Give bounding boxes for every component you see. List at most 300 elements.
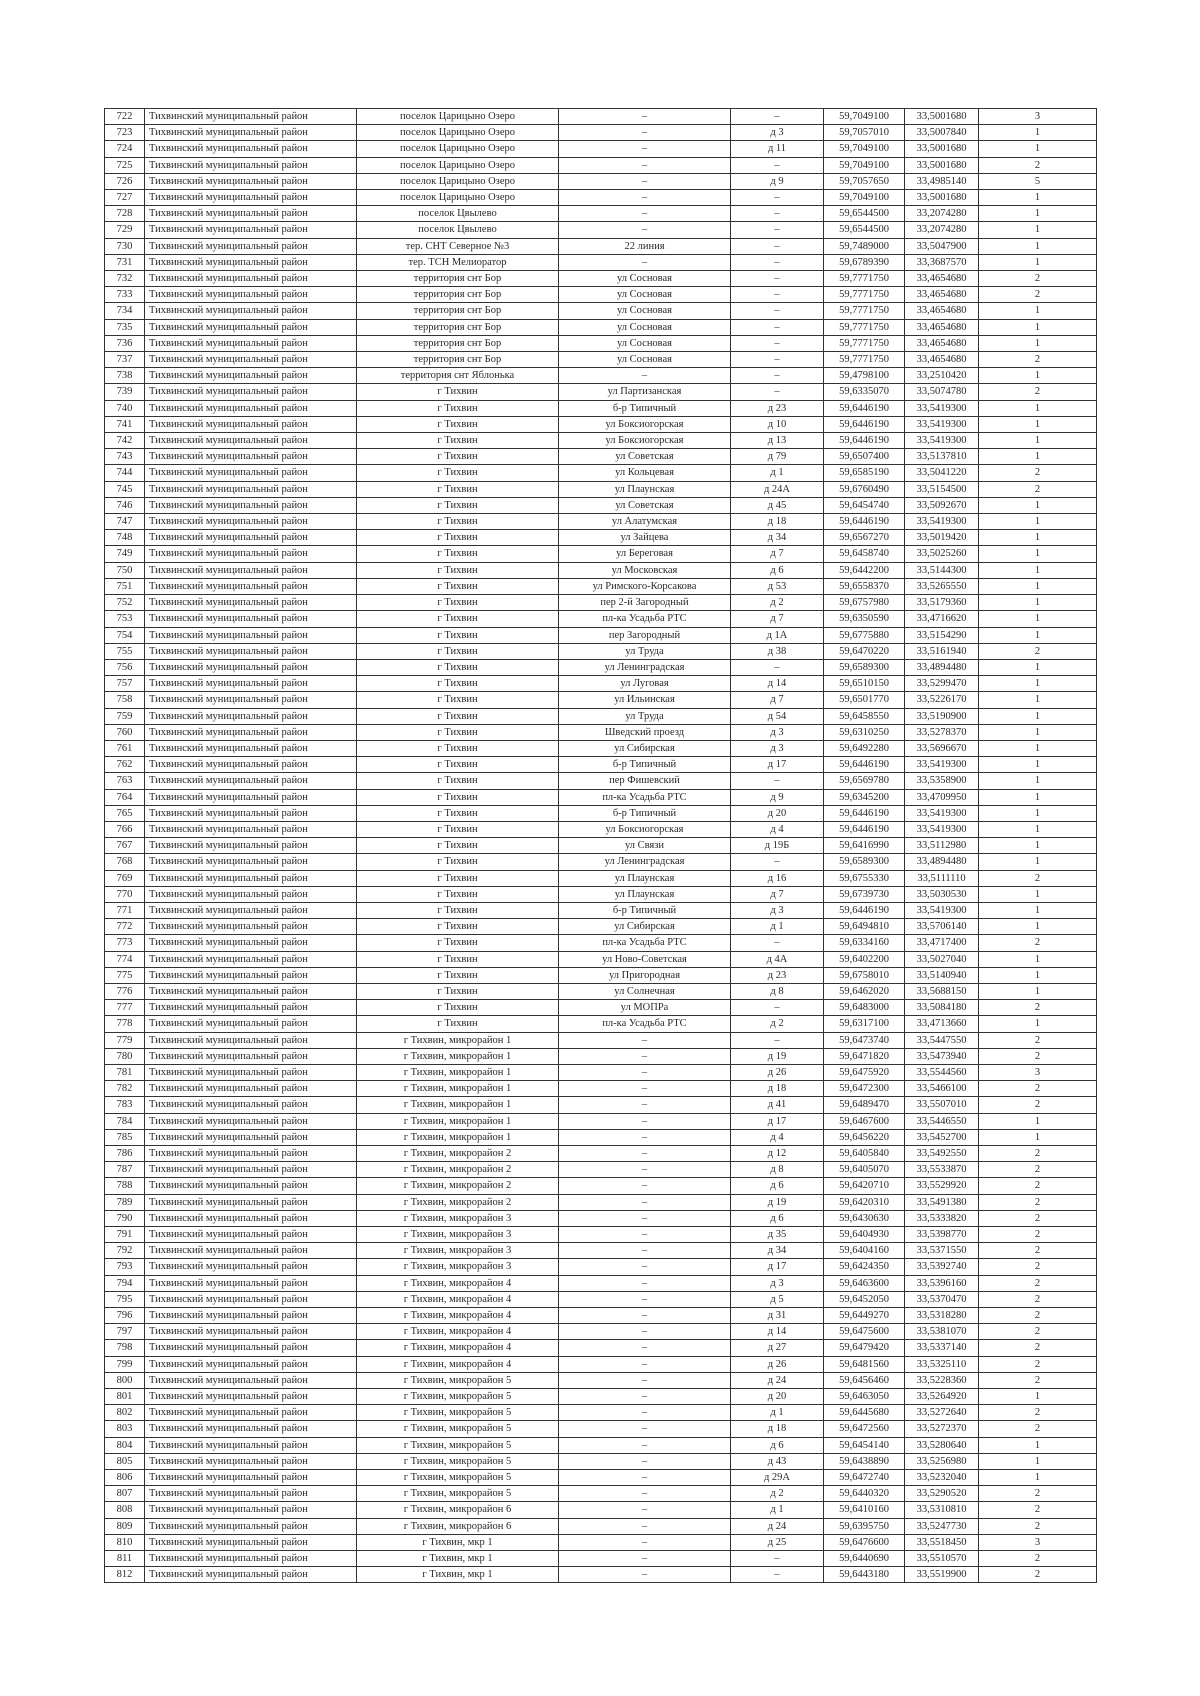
district-cell: Тихвинский муниципальный район	[145, 1486, 357, 1502]
table-row	[105, 1470, 1097, 1486]
settlement-cell: г Тихвин	[357, 497, 559, 513]
district-cell: Тихвинский муниципальный район	[145, 514, 357, 530]
settlement-cell: г Тихвин	[357, 643, 559, 659]
settlement-cell: г Тихвин	[357, 805, 559, 821]
count-cell: 1	[979, 1016, 1097, 1032]
settlement-cell: г Тихвин	[357, 983, 559, 999]
street-cell: пер Фишевский	[559, 773, 731, 789]
house-cell: –	[731, 238, 824, 254]
longitude-cell: 33,5392740	[905, 1259, 979, 1275]
longitude-cell: 33,5370470	[905, 1291, 979, 1307]
district-cell: Тихвинский муниципальный район	[145, 416, 357, 432]
longitude-cell: 33,5154290	[905, 627, 979, 643]
longitude-cell: 33,2510420	[905, 368, 979, 384]
row-number-cell: 775	[105, 967, 145, 983]
settlement-cell: г Тихвин	[357, 757, 559, 773]
street-cell: ул Плаунская	[559, 870, 731, 886]
count-cell: 3	[979, 109, 1097, 125]
house-cell: д 19	[731, 1194, 824, 1210]
district-cell: Тихвинский муниципальный район	[145, 676, 357, 692]
longitude-cell: 33,5154500	[905, 481, 979, 497]
longitude-cell: 33,5030530	[905, 886, 979, 902]
district-cell: Тихвинский муниципальный район	[145, 1178, 357, 1194]
settlement-cell: г Тихвин, микрорайон 6	[357, 1502, 559, 1518]
latitude-cell: 59,6472300	[824, 1081, 905, 1097]
latitude-cell: 59,6589300	[824, 854, 905, 870]
settlement-cell: г Тихвин, микрорайон 1	[357, 1048, 559, 1064]
longitude-cell: 33,5446550	[905, 1113, 979, 1129]
latitude-cell: 59,6494810	[824, 919, 905, 935]
count-cell: 1	[979, 190, 1097, 206]
row-number-cell: 747	[105, 514, 145, 530]
table-row	[105, 287, 1097, 303]
street-cell: ул Плаунская	[559, 886, 731, 902]
longitude-cell: 33,2074280	[905, 222, 979, 238]
latitude-cell: 59,6452050	[824, 1291, 905, 1307]
street-cell: ул Зайцева	[559, 530, 731, 546]
count-cell: 2	[979, 157, 1097, 173]
street-cell: –	[559, 1405, 731, 1421]
longitude-cell: 33,5318280	[905, 1308, 979, 1324]
settlement-cell: г Тихвин	[357, 481, 559, 497]
street-cell: –	[559, 190, 731, 206]
table-row	[105, 157, 1097, 173]
registry-table-sheet	[104, 108, 1096, 1583]
row-number-cell: 790	[105, 1210, 145, 1226]
latitude-cell: 59,6472740	[824, 1470, 905, 1486]
latitude-cell: 59,6440690	[824, 1551, 905, 1567]
settlement-cell: г Тихвин, микрорайон 3	[357, 1243, 559, 1259]
settlement-cell: г Тихвин, микрорайон 5	[357, 1405, 559, 1421]
table-row	[105, 562, 1097, 578]
row-number-cell: 767	[105, 838, 145, 854]
count-cell: 1	[979, 1470, 1097, 1486]
longitude-cell: 33,5001680	[905, 157, 979, 173]
latitude-cell: 59,6476600	[824, 1534, 905, 1550]
settlement-cell: г Тихвин, микрорайон 1	[357, 1032, 559, 1048]
row-number-cell: 751	[105, 578, 145, 594]
count-cell: 1	[979, 1113, 1097, 1129]
settlement-cell: г Тихвин, микрорайон 6	[357, 1518, 559, 1534]
longitude-cell: 33,5264920	[905, 1389, 979, 1405]
district-cell: Тихвинский муниципальный район	[145, 1048, 357, 1064]
house-cell: д 1А	[731, 627, 824, 643]
settlement-cell: г Тихвин	[357, 595, 559, 611]
row-number-cell: 805	[105, 1453, 145, 1469]
street-cell: б-р Типичный	[559, 400, 731, 416]
settlement-cell: г Тихвин	[357, 1000, 559, 1016]
row-number-cell: 801	[105, 1389, 145, 1405]
district-cell: Тихвинский муниципальный район	[145, 838, 357, 854]
street-cell: ул Луговая	[559, 676, 731, 692]
district-cell: Тихвинский муниципальный район	[145, 627, 357, 643]
count-cell: 2	[979, 1291, 1097, 1307]
latitude-cell: 59,6440320	[824, 1486, 905, 1502]
longitude-cell: 33,5419300	[905, 400, 979, 416]
district-cell: Тихвинский муниципальный район	[145, 1275, 357, 1291]
settlement-cell: г Тихвин, микрорайон 5	[357, 1372, 559, 1388]
latitude-cell: 59,6317100	[824, 1016, 905, 1032]
district-cell: Тихвинский муниципальный район	[145, 254, 357, 270]
longitude-cell: 33,5226170	[905, 692, 979, 708]
house-cell: д 17	[731, 1113, 824, 1129]
latitude-cell: 59,6475600	[824, 1324, 905, 1340]
district-cell: Тихвинский муниципальный район	[145, 659, 357, 675]
street-cell: ул Береговая	[559, 546, 731, 562]
row-number-cell: 733	[105, 287, 145, 303]
district-cell: Тихвинский муниципальный район	[145, 1129, 357, 1145]
street-cell: ул Сибирская	[559, 919, 731, 935]
house-cell: –	[731, 222, 824, 238]
latitude-cell: 59,6446190	[824, 400, 905, 416]
row-number-cell: 731	[105, 254, 145, 270]
street-cell: –	[559, 1227, 731, 1243]
table-row	[105, 222, 1097, 238]
settlement-cell: г Тихвин, микрорайон 2	[357, 1194, 559, 1210]
latitude-cell: 59,6456220	[824, 1129, 905, 1145]
house-cell: д 13	[731, 433, 824, 449]
house-cell: д 79	[731, 449, 824, 465]
district-cell: Тихвинский муниципальный район	[145, 919, 357, 935]
row-number-cell: 772	[105, 919, 145, 935]
longitude-cell: 33,5278370	[905, 724, 979, 740]
settlement-cell: г Тихвин, мкр 1	[357, 1567, 559, 1583]
settlement-cell: г Тихвин, микрорайон 5	[357, 1453, 559, 1469]
house-cell: д 26	[731, 1064, 824, 1080]
district-cell: Тихвинский муниципальный район	[145, 578, 357, 594]
table-row	[105, 1259, 1097, 1275]
settlement-cell: г Тихвин	[357, 449, 559, 465]
row-number-cell: 795	[105, 1291, 145, 1307]
longitude-cell: 33,5519900	[905, 1567, 979, 1583]
longitude-cell: 33,5419300	[905, 821, 979, 837]
count-cell: 2	[979, 1000, 1097, 1016]
longitude-cell: 33,5228360	[905, 1372, 979, 1388]
table-row	[105, 1372, 1097, 1388]
table-row	[105, 902, 1097, 918]
settlement-cell: г Тихвин	[357, 789, 559, 805]
house-cell: д 8	[731, 983, 824, 999]
count-cell: 1	[979, 530, 1097, 546]
latitude-cell: 59,7489000	[824, 238, 905, 254]
longitude-cell: 33,5041220	[905, 465, 979, 481]
street-cell: ул Труда	[559, 643, 731, 659]
table-row	[105, 1194, 1097, 1210]
settlement-cell: г Тихвин	[357, 611, 559, 627]
settlement-cell: территория снт Бор	[357, 335, 559, 351]
row-number-cell: 781	[105, 1064, 145, 1080]
longitude-cell: 33,5232040	[905, 1470, 979, 1486]
table-row	[105, 870, 1097, 886]
street-cell: –	[559, 254, 731, 270]
street-cell: –	[559, 1356, 731, 1372]
settlement-cell: г Тихвин	[357, 530, 559, 546]
row-number-cell: 783	[105, 1097, 145, 1113]
table-row	[105, 303, 1097, 319]
latitude-cell: 59,6446190	[824, 416, 905, 432]
table-row	[105, 595, 1097, 611]
table-row	[105, 368, 1097, 384]
district-cell: Тихвинский муниципальный район	[145, 125, 357, 141]
street-cell: пл-ка Усадьба РТС	[559, 611, 731, 627]
street-cell: –	[559, 1113, 731, 1129]
district-cell: Тихвинский муниципальный район	[145, 465, 357, 481]
house-cell: д 38	[731, 643, 824, 659]
row-number-cell: 727	[105, 190, 145, 206]
row-number-cell: 750	[105, 562, 145, 578]
district-cell: Тихвинский муниципальный район	[145, 1405, 357, 1421]
row-number-cell: 773	[105, 935, 145, 951]
table-row	[105, 1113, 1097, 1129]
settlement-cell: территория снт Бор	[357, 303, 559, 319]
row-number-cell: 779	[105, 1032, 145, 1048]
street-cell: –	[559, 1259, 731, 1275]
district-cell: Тихвинский муниципальный район	[145, 1000, 357, 1016]
row-number-cell: 726	[105, 173, 145, 189]
street-cell: ул Сосновая	[559, 319, 731, 335]
street-cell: б-р Типичный	[559, 902, 731, 918]
latitude-cell: 59,6481560	[824, 1356, 905, 1372]
settlement-cell: г Тихвин, микрорайон 3	[357, 1259, 559, 1275]
street-cell: –	[559, 1129, 731, 1145]
row-number-cell: 724	[105, 141, 145, 157]
longitude-cell: 33,5381070	[905, 1324, 979, 1340]
count-cell: 1	[979, 141, 1097, 157]
longitude-cell: 33,5310810	[905, 1502, 979, 1518]
count-cell: 2	[979, 1518, 1097, 1534]
longitude-cell: 33,5452700	[905, 1129, 979, 1145]
settlement-cell: г Тихвин	[357, 692, 559, 708]
longitude-cell: 33,5492550	[905, 1146, 979, 1162]
count-cell: 1	[979, 303, 1097, 319]
house-cell: д 29А	[731, 1470, 824, 1486]
row-number-cell: 729	[105, 222, 145, 238]
street-cell: б-р Типичный	[559, 805, 731, 821]
latitude-cell: 59,6489470	[824, 1097, 905, 1113]
latitude-cell: 59,6558370	[824, 578, 905, 594]
street-cell: –	[559, 1502, 731, 1518]
registry-table-body	[105, 109, 1097, 1583]
longitude-cell: 33,5272640	[905, 1405, 979, 1421]
settlement-cell: г Тихвин	[357, 967, 559, 983]
count-cell: 1	[979, 886, 1097, 902]
street-cell: –	[559, 157, 731, 173]
table-row	[105, 190, 1097, 206]
district-cell: Тихвинский муниципальный район	[145, 1113, 357, 1129]
district-cell: Тихвинский муниципальный район	[145, 319, 357, 335]
street-cell: –	[559, 1162, 731, 1178]
row-number-cell: 786	[105, 1146, 145, 1162]
longitude-cell: 33,5507010	[905, 1097, 979, 1113]
count-cell: 1	[979, 724, 1097, 740]
latitude-cell: 59,6446190	[824, 821, 905, 837]
district-cell: Тихвинский муниципальный район	[145, 692, 357, 708]
house-cell: д 31	[731, 1308, 824, 1324]
district-cell: Тихвинский муниципальный район	[145, 1097, 357, 1113]
district-cell: Тихвинский муниципальный район	[145, 1534, 357, 1550]
district-cell: Тихвинский муниципальный район	[145, 1340, 357, 1356]
latitude-cell: 59,6463050	[824, 1389, 905, 1405]
count-cell: 1	[979, 821, 1097, 837]
row-number-cell: 737	[105, 352, 145, 368]
row-number-cell: 798	[105, 1340, 145, 1356]
house-cell: д 1	[731, 1405, 824, 1421]
latitude-cell: 59,6463600	[824, 1275, 905, 1291]
settlement-cell: г Тихвин	[357, 676, 559, 692]
count-cell: 1	[979, 416, 1097, 432]
latitude-cell: 59,7049100	[824, 109, 905, 125]
table-row	[105, 1162, 1097, 1178]
district-cell: Тихвинский муниципальный район	[145, 951, 357, 967]
latitude-cell: 59,6501770	[824, 692, 905, 708]
count-cell: 1	[979, 627, 1097, 643]
district-cell: Тихвинский муниципальный район	[145, 206, 357, 222]
latitude-cell: 59,6544500	[824, 206, 905, 222]
street-cell: ул Боксиогорская	[559, 416, 731, 432]
house-cell: д 24	[731, 1518, 824, 1534]
latitude-cell: 59,6758010	[824, 967, 905, 983]
table-row	[105, 433, 1097, 449]
street-cell: пер 2-й Загородный	[559, 595, 731, 611]
latitude-cell: 59,6479420	[824, 1340, 905, 1356]
house-cell: д 34	[731, 1243, 824, 1259]
count-cell: 2	[979, 643, 1097, 659]
district-cell: Тихвинский муниципальный район	[145, 935, 357, 951]
count-cell: 2	[979, 1502, 1097, 1518]
street-cell: –	[559, 1437, 731, 1453]
latitude-cell: 59,6443180	[824, 1567, 905, 1583]
table-row	[105, 708, 1097, 724]
house-cell: д 7	[731, 546, 824, 562]
count-cell: 2	[979, 465, 1097, 481]
district-cell: Тихвинский муниципальный район	[145, 1016, 357, 1032]
house-cell: –	[731, 935, 824, 951]
latitude-cell: 59,6402200	[824, 951, 905, 967]
settlement-cell: г Тихвин, микрорайон 4	[357, 1275, 559, 1291]
house-cell: д 7	[731, 692, 824, 708]
count-cell: 1	[979, 708, 1097, 724]
count-cell: 1	[979, 497, 1097, 513]
street-cell: ул Солнечная	[559, 983, 731, 999]
count-cell: 1	[979, 1437, 1097, 1453]
longitude-cell: 33,5001680	[905, 190, 979, 206]
count-cell: 1	[979, 951, 1097, 967]
settlement-cell: г Тихвин	[357, 465, 559, 481]
house-cell: –	[731, 1032, 824, 1048]
count-cell: 2	[979, 1356, 1097, 1372]
table-row	[105, 514, 1097, 530]
longitude-cell: 33,5140940	[905, 967, 979, 983]
latitude-cell: 59,6446190	[824, 805, 905, 821]
house-cell: –	[731, 352, 824, 368]
settlement-cell: поселок Цвылево	[357, 222, 559, 238]
row-number-cell: 730	[105, 238, 145, 254]
latitude-cell: 59,6410160	[824, 1502, 905, 1518]
table-row	[105, 319, 1097, 335]
settlement-cell: г Тихвин, мкр 1	[357, 1551, 559, 1567]
latitude-cell: 59,6510150	[824, 676, 905, 692]
longitude-cell: 33,4713660	[905, 1016, 979, 1032]
street-cell: –	[559, 206, 731, 222]
street-cell: –	[559, 1308, 731, 1324]
row-number-cell: 743	[105, 449, 145, 465]
district-cell: Тихвинский муниципальный район	[145, 1389, 357, 1405]
house-cell: –	[731, 287, 824, 303]
longitude-cell: 33,5256980	[905, 1453, 979, 1469]
latitude-cell: 59,6405840	[824, 1146, 905, 1162]
house-cell: д 3	[731, 724, 824, 740]
row-number-cell: 761	[105, 740, 145, 756]
street-cell: –	[559, 1324, 731, 1340]
row-number-cell: 746	[105, 497, 145, 513]
longitude-cell: 33,5111110	[905, 870, 979, 886]
count-cell: 1	[979, 1453, 1097, 1469]
table-row	[105, 1518, 1097, 1534]
settlement-cell: поселок Царицыно Озеро	[357, 157, 559, 173]
table-row	[105, 530, 1097, 546]
longitude-cell: 33,5396160	[905, 1275, 979, 1291]
longitude-cell: 33,5027040	[905, 951, 979, 967]
longitude-cell: 33,5247730	[905, 1518, 979, 1534]
settlement-cell: г Тихвин	[357, 773, 559, 789]
settlement-cell: поселок Царицыно Озеро	[357, 141, 559, 157]
longitude-cell: 33,5696670	[905, 740, 979, 756]
street-cell: –	[559, 1032, 731, 1048]
count-cell: 1	[979, 206, 1097, 222]
street-cell: –	[559, 368, 731, 384]
district-cell: Тихвинский муниципальный район	[145, 773, 357, 789]
district-cell: Тихвинский муниципальный район	[145, 757, 357, 773]
row-number-cell: 754	[105, 627, 145, 643]
table-row	[105, 1081, 1097, 1097]
count-cell: 1	[979, 838, 1097, 854]
longitude-cell: 33,4654680	[905, 287, 979, 303]
longitude-cell: 33,5358900	[905, 773, 979, 789]
count-cell: 5	[979, 173, 1097, 189]
count-cell: 2	[979, 1178, 1097, 1194]
row-number-cell: 784	[105, 1113, 145, 1129]
district-cell: Тихвинский муниципальный район	[145, 611, 357, 627]
longitude-cell: 33,5074780	[905, 384, 979, 400]
longitude-cell: 33,5265550	[905, 578, 979, 594]
row-number-cell: 804	[105, 1437, 145, 1453]
longitude-cell: 33,5529920	[905, 1178, 979, 1194]
count-cell: 3	[979, 1534, 1097, 1550]
house-cell: д 19Б	[731, 838, 824, 854]
latitude-cell: 59,6585190	[824, 465, 905, 481]
longitude-cell: 33,5688150	[905, 983, 979, 999]
settlement-cell: г Тихвин	[357, 854, 559, 870]
settlement-cell: г Тихвин	[357, 416, 559, 432]
settlement-cell: г Тихвин, микрорайон 2	[357, 1162, 559, 1178]
house-cell: д 1	[731, 1502, 824, 1518]
latitude-cell: 59,6404930	[824, 1227, 905, 1243]
street-cell: б-р Типичный	[559, 757, 731, 773]
row-number-cell: 812	[105, 1567, 145, 1583]
street-cell: ул Ленинградская	[559, 854, 731, 870]
row-number-cell: 760	[105, 724, 145, 740]
house-cell: –	[731, 368, 824, 384]
longitude-cell: 33,5047900	[905, 238, 979, 254]
latitude-cell: 59,6430630	[824, 1210, 905, 1226]
house-cell: д 2	[731, 595, 824, 611]
table-row	[105, 838, 1097, 854]
district-cell: Тихвинский муниципальный район	[145, 1259, 357, 1275]
table-row	[105, 951, 1097, 967]
latitude-cell: 59,6310250	[824, 724, 905, 740]
settlement-cell: г Тихвин	[357, 384, 559, 400]
count-cell: 3	[979, 1064, 1097, 1080]
